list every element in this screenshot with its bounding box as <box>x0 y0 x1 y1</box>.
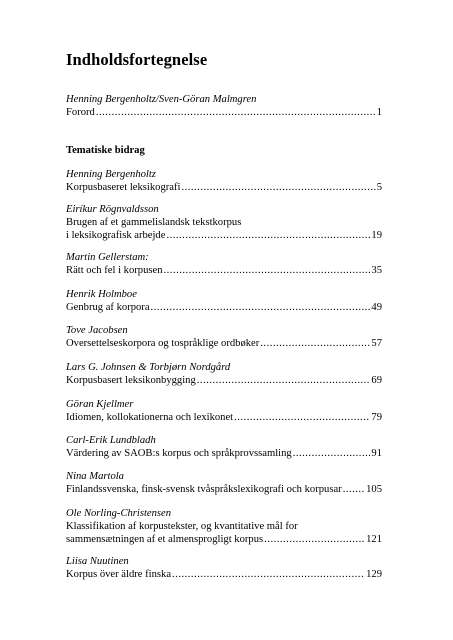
entry-line <box>66 264 382 277</box>
entry-title: Brugen af et gammelislandsk tekstkorpus <box>66 217 242 228</box>
entry-line <box>66 301 382 314</box>
dot-leader <box>164 264 371 277</box>
entry-page-number: 35 <box>371 265 382 276</box>
entry-title: Forord <box>66 107 95 118</box>
dot-leader <box>166 229 370 242</box>
entry-line <box>66 181 382 194</box>
toc-entry <box>66 398 382 424</box>
entry-author: Lars G. Johnsen & Torbjørn Nordgård <box>66 362 231 373</box>
entry-page-number: 79 <box>371 412 382 423</box>
dot-leader <box>293 447 371 460</box>
entry-line <box>66 229 382 242</box>
dot-leader <box>264 533 365 546</box>
toc-entry <box>66 361 382 387</box>
toc-entry <box>66 203 382 242</box>
entry-title: Genbrug af korpora <box>66 302 150 313</box>
entry-title: Rätt och fel i korpusen <box>66 265 163 276</box>
toc-entry <box>66 470 382 496</box>
section-heading: Tematiske bidrag <box>66 145 145 156</box>
entry-author: Liisa Nuutinen <box>66 556 129 567</box>
entry-page-number: 105 <box>366 484 382 495</box>
toc-entry <box>66 555 382 581</box>
dot-leader <box>260 337 370 350</box>
dot-leader <box>181 181 375 194</box>
dot-leader <box>96 106 376 119</box>
entry-title: i leksikografisk arbejde <box>66 230 166 241</box>
dot-leader <box>172 568 365 581</box>
entry-author: Tove Jacobsen <box>66 325 128 336</box>
toc-entry <box>66 434 382 460</box>
entry-author: Henning Bergenholtz <box>66 169 156 180</box>
toc-entry <box>66 288 382 314</box>
entry-page-number: 121 <box>366 534 382 545</box>
entry-title: Klassifikation af korpustekster, og kvantitative mål for <box>66 521 298 532</box>
entry-author: Nina Martola <box>66 471 124 482</box>
dot-leader <box>343 483 365 496</box>
toc-entry <box>66 324 382 350</box>
entry-page-number: 1 <box>376 107 382 118</box>
entry-title: Oversettelseskorpora og tospråklige ordbøker <box>66 338 260 349</box>
entry-author: Henning Bergenholtz/Sven-Göran Malmgren <box>66 94 257 105</box>
entry-line <box>66 533 382 546</box>
entry-page-number: 49 <box>371 302 382 313</box>
entry-author: Göran Kjellmer <box>66 399 134 410</box>
entry-author: Henrik Holmboe <box>66 289 137 300</box>
entry-page-number: 5 <box>376 182 382 193</box>
entry-author: Ole Norling-Christensen <box>66 508 172 519</box>
entry-page-number: 57 <box>371 338 382 349</box>
entry-line <box>66 568 382 581</box>
dot-leader <box>151 301 371 314</box>
dot-leader <box>234 411 370 424</box>
entry-title: Värdering av SAOB:s korpus och språkprovssamling <box>66 448 292 459</box>
entry-line <box>66 106 382 119</box>
entry-page-number: 129 <box>366 569 382 580</box>
page-title: Indholdsfortegnelse <box>66 50 208 69</box>
entry-page-number: 69 <box>371 375 382 386</box>
entry-line <box>66 337 382 350</box>
entry-author: Carl-Erik Lundbladh <box>66 435 156 446</box>
entry-author: Eiríkur Rögnvaldsson <box>66 204 159 215</box>
toc-entry <box>66 507 382 546</box>
entry-title: Korpusbaseret leksikografi <box>66 182 181 193</box>
entry-title: Finlandssvenska, finsk-svensk tvåspråkslexikografi och korpusar <box>66 484 342 495</box>
entry-title: Idiomen, kollokationerna och lexikonet <box>66 412 234 423</box>
entry-line <box>66 411 382 424</box>
entry-page-number: 19 <box>371 230 382 241</box>
entry-line <box>66 447 382 460</box>
entry-line <box>66 483 382 496</box>
toc-entry-preface <box>66 93 382 119</box>
entry-title: Korpus över äldre finska <box>66 569 172 580</box>
entry-author: Martin Gellerstam: <box>66 252 149 263</box>
entry-line <box>66 520 382 533</box>
entry-page-number: 91 <box>371 448 382 459</box>
entry-line <box>66 216 382 229</box>
toc-entry <box>66 168 382 194</box>
toc-entry <box>66 251 382 277</box>
entry-line <box>66 374 382 387</box>
entry-title: sammensætningen af et almensprogligt korpus <box>66 534 264 545</box>
entry-title: Korpusbasert leksikonbygging <box>66 375 196 386</box>
dot-leader <box>197 374 371 387</box>
